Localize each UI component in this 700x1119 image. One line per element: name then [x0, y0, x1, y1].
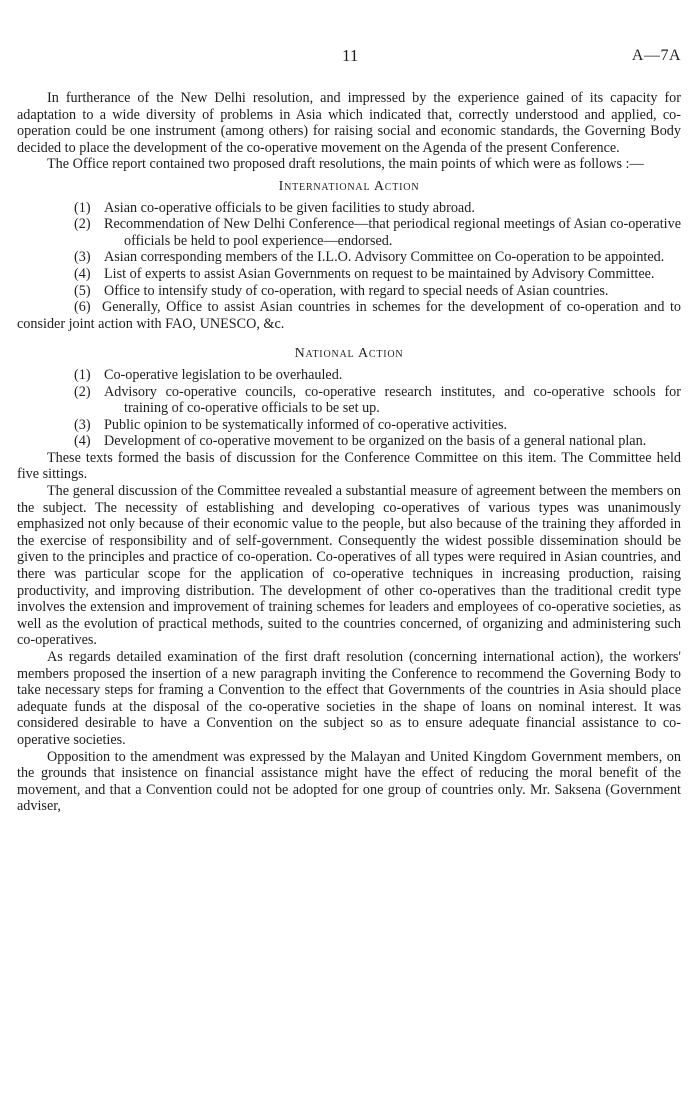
- list-item-text: Office to intensify study of co-operation, with regard to special needs of Asian countries.: [104, 282, 609, 299]
- intro-paragraph: In furtherance of the New Delhi resolution, and impressed by the experience gained of its capacity for adaptation to a wide diversity of problems in Asia which indicated that, correctly understood and applied, co-operation could be one instrument (among others) for raising social and economic standards, the Governing Body decided to place the development of the co-operative movement on the Agenda of the present Conference.: [17, 90, 681, 156]
- list-item-number: (1): [74, 199, 91, 216]
- discussion-paragraph: Opposition to the amendment was expressed by the Malayan and United Kingdom Government members, on the grounds that insistence on financial assistance might have the effect of reducing the moral benefit of the movement, and that a Convention could not be adopted for one group of countries only. Mr. Saksena (Government adviser,: [17, 748, 681, 815]
- intro-paragraph: The Office report contained two proposed draft resolutions, the main points of which were as follows :—: [47, 156, 644, 173]
- list-item: [17, 367, 681, 384]
- document-body: [17, 90, 681, 815]
- list-item-number: (3): [74, 416, 91, 433]
- list-item-number: (2): [74, 216, 91, 233]
- list-item-text: List of experts to assist Asian Governments on request to be maintained by Advisory Committee.: [104, 265, 655, 282]
- discussion-paragraph: The general discussion of the Committee revealed a substantial measure of agreement between the members on the subject. The necessity of establishing and developing co-operatives of various types was unanimously emphasized not only because of their economic value to the people, but also because of the training they afforded in the exercise of responsibility and of self-government. Consequently the widest possible dissemination should be given to the principles and practice of co-operation. Co-operatives of all types were required in Asian countries, and there was particular scope for the application of co-operative techniques in increasing production, raising productivity, and improving distribution. The development of other co-operatives than the traditional credit type involves the extension and improvement of training schemes for leaders and employees of co-operative societies, as well as the evolution of practical methods, suited to the countries concerned, of organizing and administering such co-operatives.: [17, 483, 681, 649]
- list-item-number: (6): [74, 299, 91, 316]
- list-item-text: Asian corresponding members of the I.L.O. Advisory Committee on Co-operation to be appointed.: [104, 249, 665, 266]
- list-item: [17, 299, 681, 332]
- list-item-number: (2): [74, 383, 91, 400]
- discussion-paragraph: As regards detailed examination of the first draft resolution (concerning international action), the workers' members proposed the insertion of a new paragraph inviting the Conference to recommend the Governing Body to take necessary steps for framing a Convention to the effect that Governments of the countries in Asia should place adequate funds at the disposal of the co-operative societies in the shape of loans on nominal interest. It was considered desirable to have a Convention on the subject so as to ensure adequate financial assistance to co-operative societies.: [17, 649, 681, 748]
- list-item: [17, 266, 681, 283]
- list-item-text: Co-operative legislation to be overhauled.: [104, 366, 343, 383]
- list-item: [17, 200, 681, 217]
- international-action-heading: International Action: [278, 178, 420, 194]
- list-item-number: (4): [74, 265, 91, 282]
- list-item-text: Asian co-operative officials to be given facilities to study abroad.: [104, 199, 475, 216]
- list-item-text: Development of co-operative movement to be organized on the basis of a general national plan.: [104, 433, 647, 450]
- list-item-text: Public opinion to be systematically informed of co-operative activities.: [104, 416, 508, 433]
- list-item-number: (3): [74, 249, 91, 266]
- page-header: [0, 48, 700, 70]
- list-item-number: (4): [74, 433, 91, 450]
- document-reference: A—7A: [631, 47, 681, 64]
- list-item: [17, 433, 681, 450]
- list-item: [17, 249, 681, 266]
- international-action-list: [17, 200, 681, 333]
- list-item: [17, 283, 681, 300]
- list-item: [17, 216, 681, 249]
- list-item-text: Advisory co-operative councils, co-operative research institutes, and co-operative schools for training of co-operative officials to be set up.: [104, 383, 681, 417]
- list-item-number: (5): [74, 282, 91, 299]
- list-item-text: Recommendation of New Delhi Conference—that periodical regional meetings of Asian co-operative officials be held to pool experience—endorsed.: [104, 216, 681, 249]
- list-item: [17, 384, 681, 417]
- national-action-heading: National Action: [294, 346, 404, 362]
- discussion-paragraph: These texts formed the basis of discussion for the Conference Committee on this item. The Committee held five sittings.: [17, 449, 681, 483]
- national-action-list: [17, 367, 681, 450]
- list-item: [17, 417, 681, 434]
- list-item-text: Generally, Office to assist Asian countries in schemes for the development of co-operation and to consider joint action with FAO, UNESCO, &c.: [17, 299, 681, 332]
- page-number: 11: [342, 46, 359, 65]
- list-item-number: (1): [74, 366, 91, 383]
